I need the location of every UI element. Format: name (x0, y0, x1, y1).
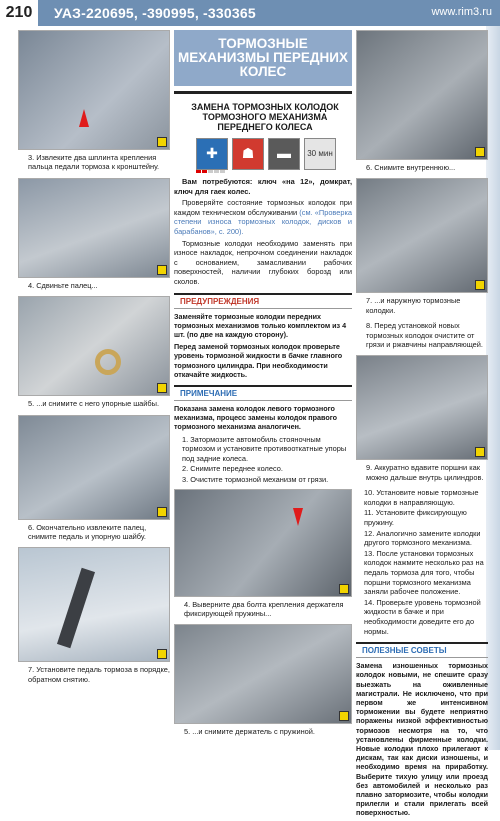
warning-1: Заменяйте тормозные колодки передних тормозных механизмов только комплектом из 4 шт. (по две на каждую сторону). (174, 311, 347, 339)
caption-step-4-caliper: 4. Выверните два болта крепления держателя фиксирующей пружины... (184, 599, 344, 618)
paragraph-check: Проверяйте состояние тормозных колодок при каждом техническом обслуживании (см. «Проверка степени износа тормозных колодок, дисков и барабанов», с. 200). (174, 198, 353, 236)
page-model-title: УАЗ-220695, -390995, -330365 (54, 5, 256, 21)
pedal-arm-shape (57, 568, 95, 648)
washer-shape (95, 349, 121, 375)
step-14: 14. Проверьте уровень тормозной жидкости в бачке и при необходимости доведите его до нормы. (364, 597, 481, 636)
photo-step-3 (18, 30, 170, 150)
step-12: 12. Аналогично замените колодки другого тормозного механизма. (364, 528, 481, 548)
tool-icon (475, 280, 485, 290)
caption-step-6-pad: 6. Снимите внутреннюю... (366, 163, 456, 172)
column-right (356, 30, 488, 821)
column-left (18, 30, 170, 690)
section-title: ТОРМОЗНЫЕ МЕХАНИЗМЫ ПЕРЕДНИХ КОЛЕС (174, 30, 352, 86)
tips-heading: ПОЛЕЗНЫЕ СОВЕТЫ (356, 642, 488, 658)
column-middle (174, 30, 352, 743)
paragraph-replace: Тормозные колодки необходимо заменять при износе накладок, непрочном соединении накладок с основанием, замасливании рабочих поверхностей, наличии глубоких борозд или сколов. (174, 238, 352, 286)
step-2: 2. Снимите переднее колесо. (182, 464, 283, 474)
car-lift-icon: ▬ (268, 138, 300, 170)
site-url: www.rim3.ru (431, 6, 492, 18)
photo-step-7-pad (356, 178, 488, 293)
difficulty-icons (196, 138, 352, 173)
photo-step-4-caliper (174, 489, 352, 597)
steps-list-right (356, 488, 488, 636)
step-13: 13. После установки тормозных колодок нажмите несколько раз на педаль тормоза для того, чтобы поршни тормозного механизма заняли рабочее положение. (364, 548, 484, 597)
caption-step-6: 6. Окончательно извлеките палец, снимите педаль и упорную шайбу. (28, 522, 147, 542)
warning-2: Перед заменой тормозных колодок проверьте уровень тормозной жидкости в бачке главного тормозного цилиндра. При необходимости откачайте жидкость. (174, 342, 343, 379)
page-number: 210 (0, 0, 40, 26)
caption-step-5-caliper: 5. ...и снимите держатель с пружиной. (184, 727, 315, 737)
mechanic-icon: ☗ (232, 138, 264, 170)
step-3: 3. Очистите тормозной механизм от грязи. (182, 474, 329, 484)
steps-list (174, 435, 352, 485)
warnings-heading: ПРЕДУПРЕЖДЕНИЯ (174, 293, 352, 309)
caption-step-3: 3. Извлеките два шплинта крепления пальца педали тормоза к кронштейну. (28, 153, 160, 172)
tool-icon (157, 383, 167, 393)
red-arrow-icon (293, 508, 303, 526)
photo-step-7 (18, 547, 170, 662)
photo-step-6 (18, 415, 170, 520)
cross-reference-link[interactable]: (см. «Проверка степени износа тормозных колодок, дисков и барабанов», с. 200). (174, 207, 353, 236)
difficulty-bar (196, 170, 228, 173)
photo-step-4 (18, 178, 170, 278)
step-1: 1. Затормозите автомобиль стояночным тормозом и установите противооткатные упоры под задние колеса. (182, 434, 347, 463)
caption-step-5: 5. ...и снимите с него упорные шайбы. (28, 399, 160, 409)
note-heading: ПРИМЕЧАНИЕ (174, 385, 352, 401)
tool-icon (157, 649, 167, 659)
section-subtitle: ЗАМЕНА ТОРМОЗНЫХ КОЛОДОК ТОРМОЗНОГО МЕХАНИЗМА ПЕРЕДНЕГО КОЛЕСА (174, 91, 352, 138)
caption-step-7-pad: 7. ...и наружную тормозные колодки. (366, 296, 461, 315)
caption-step-4: 4. Сдвиньте палец... (28, 280, 98, 290)
photo-step-6-pad (356, 30, 488, 160)
caption-step-9: 9. Аккуратно вдавите поршни как можно дальше внутрь цилиндров. (366, 463, 484, 482)
tools-needed: Вам потребуются: ключ «на 12», домкрат, ключ для гаек колес. (174, 177, 352, 196)
tool-icon (475, 447, 485, 457)
caption-step-8: 8. Перед установкой новых тормозных колодок очистите от грязи и ржавчины направляющей. (366, 321, 483, 350)
photo-step-9 (356, 355, 488, 460)
page-edge (486, 26, 500, 750)
tool-icon (157, 507, 167, 517)
photo-step-5 (18, 296, 170, 396)
caption-step-7: 7. Установите педаль тормоза в порядке, обратном снятию. (28, 665, 170, 684)
step-11: 11. Установите фиксирующую пружину. (364, 508, 467, 528)
tool-icon (475, 147, 485, 157)
page-header (0, 0, 500, 26)
tips-text: Замена изношенных тормозных колодок новыми, не спешите сразу выезжать на оживленные магистрали. Не исключено, что при первом же интенсивном торможении вы будете неприятно поражены низкой эффективностью тормозов несмотря на то, что установлены фирменные колодки. Новые колодки плохо прилегают к дискам, так как диски изношены, и необходимо время на приработку. Выберите тихую улицу или проезд без автомобилей и несколько раз плавно затормозите, чтобы колодки прилегли и стали прилегать всей поверхностью. (356, 661, 488, 818)
note-1: Показана замена колодок левого тормозного механизма, процесс замены колодок правого тормозного механизма аналогичен. (174, 403, 338, 432)
tool-icon (157, 137, 167, 147)
icon-group-tools (196, 138, 228, 173)
step-10: 10. Установите новые тормозные колодки в направляющую. (364, 488, 479, 507)
clock-icon: 30 мин (304, 138, 336, 170)
tool-icon (157, 265, 167, 275)
photo-step-5-caliper (174, 624, 352, 724)
red-arrow-icon (79, 109, 89, 127)
tool-icon (339, 711, 349, 721)
wrench-icon: ✚ (196, 138, 228, 170)
tool-icon (339, 584, 349, 594)
